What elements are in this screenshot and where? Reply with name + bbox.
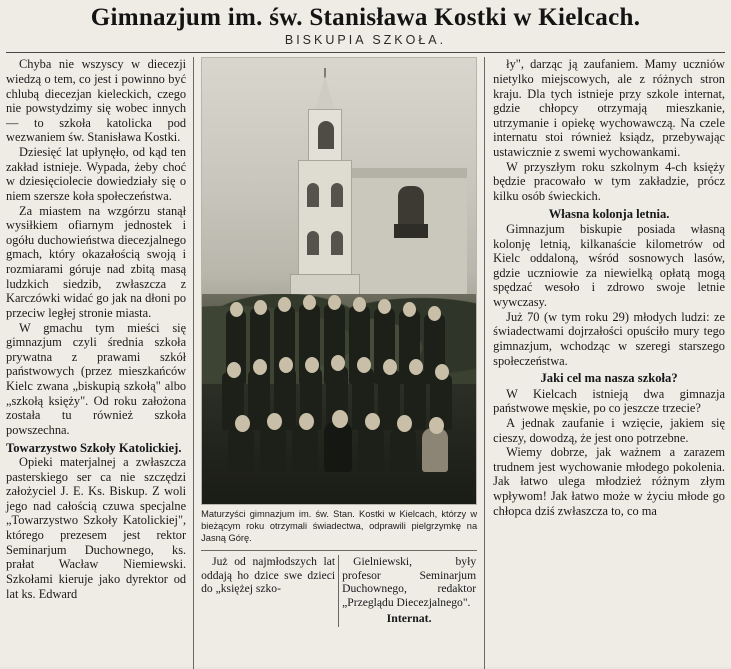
- photo-block: [201, 57, 477, 544]
- paragraph: A jednak zaufanie i wzięcie, jakiem się cieszy, dowodzą, że jest ono potrzebne.: [493, 415, 725, 445]
- column-center: [194, 57, 484, 669]
- photo-divider: [201, 550, 477, 551]
- section-heading-kolonja: Własna kolonja letnia.: [548, 206, 670, 221]
- tower-window: [331, 231, 343, 255]
- person-seated: [292, 424, 318, 472]
- paragraph: Wiemy dobrze, jak ważnem a zarazem trudnem jest wychowanie młodego pokolenia. Jak łatwo ulega młodzież różnym złym wpływom! Jak łatwo może w życiu młode go chłopca dziś zwłaszcza to, co ma: [493, 445, 725, 518]
- church-tower: [288, 76, 362, 326]
- paragraph: W przyszłym roku szkolnym 4-ch księży będzie pracowało w tym zakładzie, prócz kilku osób świeckich.: [493, 159, 725, 203]
- section-heading-cel: Jaki cel ma nasza szkoła?: [540, 371, 678, 386]
- paragraph: W gmachu tym mieści się gimnazjum czyli średnia szkoła prywatna z prawami szkół państwowych (przez mieszkańców Kielc zwana „biskupią szkołą" albo „szkołą księży". Od roku założona została tu również szkoła powszechna.: [6, 320, 187, 437]
- tower-window: [307, 231, 319, 255]
- below-photo-left: [201, 555, 335, 627]
- paragraph: Chyba nie wszyscy w diecezji wiedzą o tem, co jest i powinno być chlubą diecezjan kieleckich, czego nie powstydzimy się wobec innych — to szkoła katolicka pod wezwaniem św. Stanisława Kostki.: [6, 57, 187, 145]
- tower-belfry: [308, 109, 342, 161]
- tower-spire: [315, 76, 335, 110]
- paragraph: Gielniewski, były profesor Seminarjum Duchownego, redaktor „Przeglądu Diecezjalnego".: [342, 555, 477, 609]
- page-title: Gimnazjum im. św. Stanisława Kostki w Kielcach.: [90, 4, 641, 31]
- paragraph: W Kielcach istnieją dwa gimnazja państwowe męskie, po co jeszcze trzecie?: [493, 386, 725, 416]
- column-left: [6, 57, 193, 669]
- person-seated: [358, 424, 384, 472]
- column-right: [485, 57, 725, 669]
- paragraph: Dziesięć lat upłynęło, od kąd ten zakład istnieje. Wypada, żeby choć w dziesięciolecie dowiedziały się o niem szersze koła społeczeństwa.: [6, 145, 187, 203]
- section-heading-internat: Internat.: [386, 611, 432, 626]
- tower-shaft: [298, 160, 352, 280]
- person-seated: [260, 424, 286, 472]
- below-photo-right: [342, 555, 476, 627]
- person-seated: [228, 426, 254, 472]
- photo-people-group: [220, 302, 460, 482]
- paragraph: Gimnazjum biskupie posiada własną kolonję letnią, kilkanaście kilometrów od Kielc oddaloną, wśród sosnowych lasów, gdzie uczniowie za niewielką opłatą mogą spędzać wesoło i zdrowo swoje letnie wywczasy.: [493, 221, 725, 310]
- column-divider: [338, 555, 339, 627]
- below-photo-columns: [201, 555, 477, 627]
- person-seated-light: [422, 428, 448, 472]
- masthead: [6, 5, 725, 53]
- paragraph: Za miastem na wzgórzu stanął wysiłkiem ofiarnym jednostek i ogółu duchowieństwa diecezjalnego gmach, który okazałością swoją i rozmiarami góruje nad zbitą masą ludzkich siedzib, zwłaszcza z Karczówki widać go jak na dłoni po przeciw ległej stronie miasta.: [6, 203, 187, 320]
- photo-graduates-group: [201, 57, 477, 505]
- photo-caption: Maturzyści gimnazjum im. św. Stan. Kostki w Kielcach, którzy w bieżącym roku otrzymali świadectwa, odprawili pielgrzymkę na Jasną Górę.: [201, 509, 478, 544]
- paragraph: Opieki materjalnej a zwłaszcza pasterskiego ser ca nie szczędzi założyciel J. E. Ks. Biskup. Z woli jego nad całością czuwa specjalne „Towarzystwo Szkoły Katolickiej", którego prezesem jest rektor Seminarjum Duchownego, ks. prałat Wacław Niemiewski. Szkołami kieruje jako dyrektor od lat ks. Edward: [6, 454, 187, 601]
- person-seated-center: [324, 422, 352, 472]
- page-subtitle: BISKUPIA SZKOŁA.: [284, 33, 447, 48]
- article-columns: [6, 57, 725, 669]
- tower-window: [331, 183, 343, 207]
- tower-window: [307, 183, 319, 207]
- section-heading-towarzystwo: Towarzystwo Szkoły Katolickiej.: [6, 440, 182, 455]
- person-seated: [390, 426, 416, 472]
- paragraph: Już 70 (w tym roku 29) młodych ludzi: ze świadectwami dojrzałości opuściło mury tego gimnazjum, wchodząc w szeregi starszego społeczeństwa.: [493, 309, 725, 368]
- paragraph: Już od najmłodszych lat oddają ho dzice swe dzieci do „księżej szko-: [201, 555, 336, 596]
- paragraph: ły", darząc ją zaufaniem. Mamy uczniów nietylko miejscowych, ale z różnych stron kraju. Dla tych istnieje przy szkole internat, gdzie chłopcy otrzymają mieszkanie, utrzymanie i opiekę wychowawczą. Na czele internatu stoi również ksiądz, przebywając ustawicznie z swemi wychowankami.: [493, 57, 725, 159]
- statue-figure: [398, 186, 424, 232]
